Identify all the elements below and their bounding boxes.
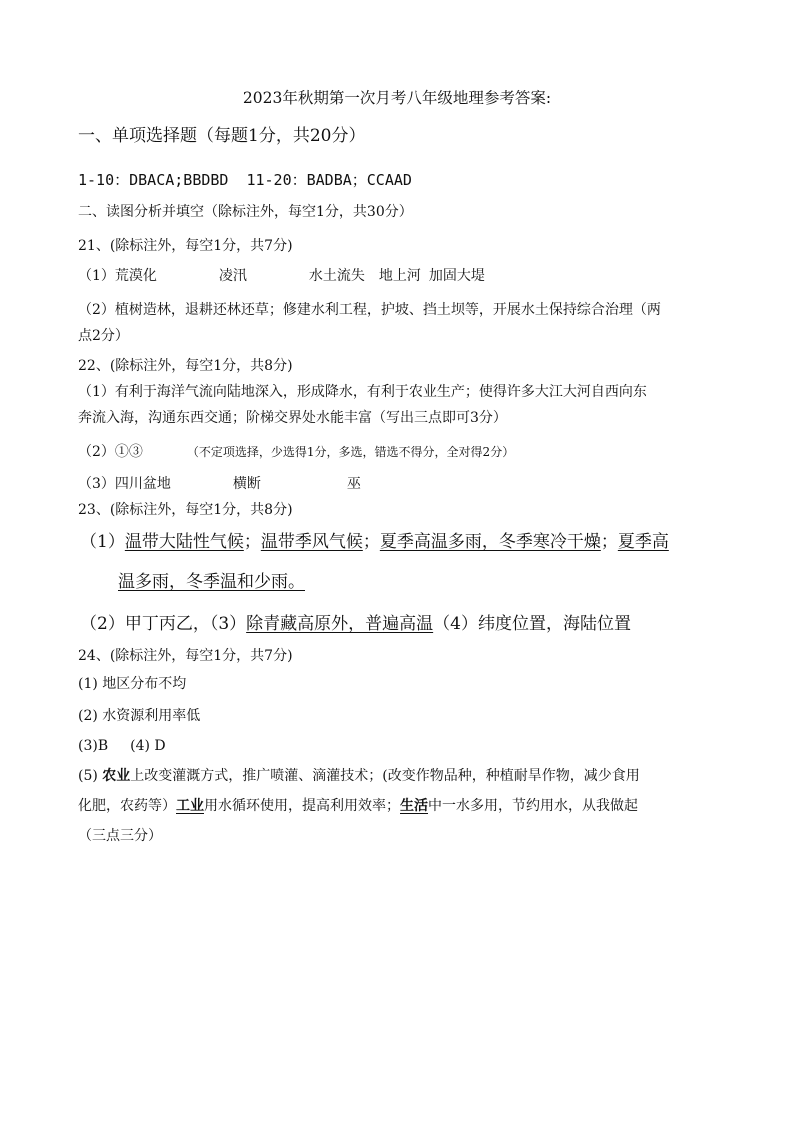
q23-p1-answer-d-part2: 温多雨，冬季温和少雨。 — [118, 572, 305, 592]
q24-p4: (4) D — [130, 738, 166, 754]
q21-header: 21、(除标注外，每空1分，共7分) — [78, 238, 293, 254]
q22-p3-answer-c: 巫 — [346, 476, 361, 492]
q23-p4: （4）纬度位置，海陆位置 — [433, 614, 631, 634]
q23-p1-answer-d-part1: 夏季高 — [617, 532, 669, 552]
q21-p1-answer-c: 水土流失 — [308, 268, 365, 284]
section2-heading: 二、读图分析并填空（除标注外，每空1分，共30分） — [78, 204, 413, 220]
q21-p1-answer-b: 凌汛 — [218, 268, 247, 284]
q21-part2-line2: 点2分） — [78, 328, 129, 344]
q23-p1-number: （1） — [80, 532, 125, 552]
q21-p1-answer-e: 加固大堤 — [428, 268, 485, 284]
q21-part2-line1: （2）植树造林，退耕还林还草；修建水利工程，护坡、挡土坝等，开展水土保持综合治理（两 — [78, 302, 661, 318]
q24-p3: (3)B — [78, 738, 109, 754]
q23-header: 23、(除标注外，每空1分，共8分) — [78, 502, 293, 518]
q24-p5-life: 生活 — [400, 798, 428, 814]
q22-p2-number: （2） — [78, 444, 115, 460]
q23-p1-answer-a: 温带大陆性气候 — [124, 532, 244, 552]
q23-part1-line2 — [118, 570, 305, 594]
q21-part1 — [78, 266, 485, 286]
q24-part5-line3: （三点三分） — [78, 828, 162, 844]
q23-sep2: ； — [362, 532, 380, 552]
q22-part1-line2: 奔流入海，沟通东西交通；阶梯交界处水能丰富（写出三点即可3分） — [78, 410, 507, 426]
q23-p2: （2）甲丁丙乙，（3） — [80, 614, 247, 634]
section1-heading: 一、单项选择题（每题1分，共20分） — [78, 126, 366, 146]
q24-p5-text1: 上改变灌溉方式，推广喷灌、滴灌技术；(改变作物品种，种植耐旱作物，减少食用 — [130, 768, 640, 784]
q21-p1-answer-d: 地上河 — [378, 268, 421, 284]
q22-part1-line1: （1）有利于海洋气流向陆地深入，形成降水，有利于农业生产；使得许多大江大河自西向东 — [78, 384, 647, 400]
q22-p3-answer-b: 横断 — [232, 476, 261, 492]
q22-header: 22、(除标注外，每空1分，共8分) — [78, 358, 293, 374]
q24-p5-text4: 中一水多用，节约用水，从我做起 — [428, 798, 638, 814]
q22-part3 — [78, 474, 361, 494]
q23-p1-answer-b: 温带季风气候 — [260, 532, 363, 552]
q23-p3-answer: 除青藏高原外，普遍高温 — [246, 614, 434, 634]
q24-p5-text3: 用水循环使用，提高利用效率； — [204, 798, 400, 814]
q24-header: 24、(除标注外，每空1分，共7分) — [78, 648, 293, 664]
q24-part3-4 — [78, 736, 166, 756]
q22-p3-answer-a: 四川盆地 — [114, 476, 171, 492]
q24-part2: (2) 水资源利用率低 — [78, 708, 201, 724]
q23-sep1: ； — [243, 532, 261, 552]
q24-p5-number: (5) — [78, 768, 103, 784]
q23-p1-answer-c: 夏季高温多雨，冬季寒冷干燥 — [379, 532, 601, 552]
q23-parts2-4 — [80, 612, 631, 636]
q24-p5-agriculture: 农业 — [102, 768, 131, 784]
q22-p2-note: （不定项选择，少选得1分，多选，错选不得分，全对得2分） — [186, 445, 515, 459]
q23-sep3: ； — [600, 532, 618, 552]
q21-p1-answer-a: 荒漠化 — [114, 268, 157, 284]
q24-part5-line2 — [78, 796, 638, 816]
q24-p5-industry: 工业 — [176, 798, 204, 814]
section1-answers — [78, 170, 412, 190]
page-title: 2023年秋期第一次月考八年级地理参考答案: — [242, 89, 552, 107]
q22-p2-answer: ①③ — [114, 444, 143, 460]
q24-p5-text2: 化肥，农药等） — [78, 798, 176, 814]
q24-part1: (1) 地区分布不均 — [78, 676, 187, 692]
q24-part5-line1 — [78, 766, 640, 786]
q22-part2 — [78, 442, 514, 462]
q22-p3-number: （3） — [78, 476, 115, 492]
answers-11-20: 11-20：BADBA；CCAAD — [246, 171, 412, 189]
q23-part1-line1 — [80, 530, 669, 554]
q21-p1-number: （1） — [78, 268, 115, 284]
answers-1-10: 1-10：DBACA;BBDBD — [78, 171, 229, 189]
